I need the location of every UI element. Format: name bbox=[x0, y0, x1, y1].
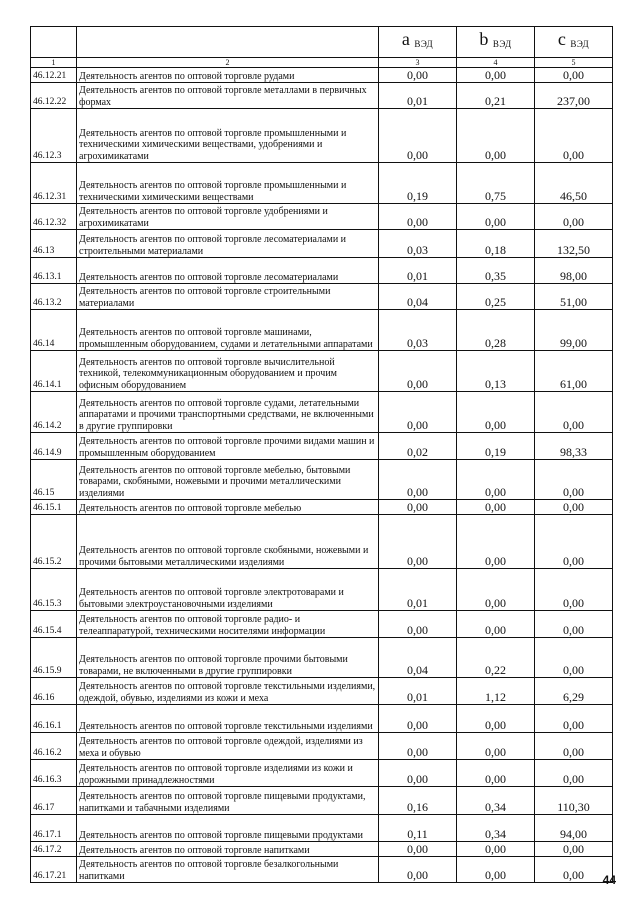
table-row bbox=[31, 230, 613, 258]
column-number: 1 bbox=[31, 58, 77, 68]
table-row bbox=[31, 83, 613, 109]
okved-code: 46.16.3 bbox=[31, 760, 77, 787]
okved-code: 46.15.4 bbox=[31, 611, 77, 638]
value-b: 0,00 bbox=[457, 842, 535, 857]
okved-code: 46.15.9 bbox=[31, 638, 77, 678]
value-b: 0,00 bbox=[457, 611, 535, 638]
value-c: 6,29 bbox=[535, 678, 613, 705]
activity-description: Деятельность агентов по оптовой торговле мебелью bbox=[77, 500, 379, 515]
value-c: 51,00 bbox=[535, 284, 613, 310]
value-c: 0,00 bbox=[535, 857, 613, 883]
value-a: 0,16 bbox=[379, 787, 457, 815]
table-row bbox=[31, 204, 613, 230]
value-a: 0,00 bbox=[379, 733, 457, 760]
value-c: 0,00 bbox=[535, 705, 613, 733]
activity-description: Деятельность агентов по оптовой торговле строительными материалами bbox=[77, 284, 379, 310]
value-a: 0,00 bbox=[379, 351, 457, 392]
activity-description: Деятельность агентов по оптовой торговле скобяными, ножевыми и прочими бытовыми металлическими изделиями bbox=[77, 515, 379, 569]
page-number: 44 bbox=[602, 873, 616, 887]
value-b: 0,00 bbox=[457, 68, 535, 83]
activity-description: Деятельность агентов по оптовой торговле промышленными и техническими химическими веществами bbox=[77, 163, 379, 204]
value-a: 0,00 bbox=[379, 842, 457, 857]
column-number: 5 bbox=[535, 58, 613, 68]
value-b: 0,35 bbox=[457, 258, 535, 284]
value-a: 0,03 bbox=[379, 230, 457, 258]
table-row bbox=[31, 433, 613, 460]
table-row bbox=[31, 351, 613, 392]
value-c: 61,00 bbox=[535, 351, 613, 392]
okved-code: 46.17 bbox=[31, 787, 77, 815]
value-c: 0,00 bbox=[535, 392, 613, 433]
okved-code: 46.13 bbox=[31, 230, 77, 258]
table-row bbox=[31, 392, 613, 433]
okved-code: 46.14.9 bbox=[31, 433, 77, 460]
okved-code: 46.14.1 bbox=[31, 351, 77, 392]
table-row bbox=[31, 284, 613, 310]
value-b: 0,34 bbox=[457, 815, 535, 842]
value-a: 0,01 bbox=[379, 678, 457, 705]
activity-description: Деятельность агентов по оптовой торговле текстильными изделиями bbox=[77, 705, 379, 733]
okved-code: 46.12.32 bbox=[31, 204, 77, 230]
value-b: 1,12 bbox=[457, 678, 535, 705]
activity-description: Деятельность агентов по оптовой торговле прочими бытовыми товарами, не включенными в другие группировки bbox=[77, 638, 379, 678]
table-row bbox=[31, 842, 613, 857]
value-a: 0,01 bbox=[379, 569, 457, 611]
value-b: 0,00 bbox=[457, 109, 535, 163]
value-c: 0,00 bbox=[535, 109, 613, 163]
value-c: 0,00 bbox=[535, 500, 613, 515]
table-row bbox=[31, 638, 613, 678]
okved-code: 46.14 bbox=[31, 310, 77, 351]
activity-description: Деятельность агентов по оптовой торговле пищевыми продуктами, напитками и табачными изделиями bbox=[77, 787, 379, 815]
value-a: 0,00 bbox=[379, 204, 457, 230]
data-table bbox=[30, 26, 613, 883]
value-a: 0,00 bbox=[379, 515, 457, 569]
value-b: 0,75 bbox=[457, 163, 535, 204]
activity-description: Деятельность агентов по оптовой торговле промышленными и техническими химическими веществами, удобрениями и агрохимикатами bbox=[77, 109, 379, 163]
table-row bbox=[31, 705, 613, 733]
value-b: 0,00 bbox=[457, 857, 535, 883]
value-b: 0,00 bbox=[457, 460, 535, 500]
table-row bbox=[31, 569, 613, 611]
activity-description: Деятельность агентов по оптовой торговле текстильными изделиями, одеждой, обувью, изделиями из кожи и меха bbox=[77, 678, 379, 705]
table-row bbox=[31, 760, 613, 787]
okved-code: 46.14.2 bbox=[31, 392, 77, 433]
activity-description: Деятельность агентов по оптовой торговле вычислительной техникой, телекоммуникационным оборудованием и прочим офисным оборудованием bbox=[77, 351, 379, 392]
activity-description: Деятельность агентов по оптовой торговле лесоматериалами и строительными материалами bbox=[77, 230, 379, 258]
okved-code: 46.17.21 bbox=[31, 857, 77, 883]
value-b: 0,00 bbox=[457, 515, 535, 569]
value-c: 0,00 bbox=[535, 460, 613, 500]
table-row bbox=[31, 678, 613, 705]
value-b: 0,00 bbox=[457, 705, 535, 733]
value-b: 0,28 bbox=[457, 310, 535, 351]
value-b: 0,00 bbox=[457, 500, 535, 515]
value-c: 0,00 bbox=[535, 204, 613, 230]
table-row bbox=[31, 857, 613, 883]
value-c: 98,00 bbox=[535, 258, 613, 284]
value-b: 0,22 bbox=[457, 638, 535, 678]
header-code-cell bbox=[31, 27, 77, 58]
activity-description: Деятельность агентов по оптовой торговле мебелью, бытовыми товарами, скобяными, ножевыми и прочими металлическими изделиями bbox=[77, 460, 379, 500]
okved-code: 46.15.2 bbox=[31, 515, 77, 569]
value-c: 0,00 bbox=[535, 515, 613, 569]
activity-description: Деятельность агентов по оптовой торговле одеждой, изделиями из меха и обувью bbox=[77, 733, 379, 760]
value-c: 0,00 bbox=[535, 842, 613, 857]
value-b: 0,00 bbox=[457, 392, 535, 433]
okved-code: 46.15.1 bbox=[31, 500, 77, 515]
activity-description: Деятельность агентов по оптовой торговле металлами в первичных формах bbox=[77, 83, 379, 109]
value-b: 0,18 bbox=[457, 230, 535, 258]
table-header-row bbox=[31, 27, 613, 58]
activity-description: Деятельность агентов по оптовой торговле изделиями из кожи и дорожными принадлежностями bbox=[77, 760, 379, 787]
value-b: 0,13 bbox=[457, 351, 535, 392]
value-c: 0,00 bbox=[535, 611, 613, 638]
value-a: 0,00 bbox=[379, 68, 457, 83]
okved-code: 46.15 bbox=[31, 460, 77, 500]
value-a: 0,19 bbox=[379, 163, 457, 204]
value-c: 98,33 bbox=[535, 433, 613, 460]
value-a: 0,00 bbox=[379, 392, 457, 433]
document-sheet bbox=[30, 26, 612, 883]
value-b: 0,21 bbox=[457, 83, 535, 109]
activity-description: Деятельность агентов по оптовой торговле судами, летательными аппаратами и прочими транспортными средствами, не включенными в другие группировки bbox=[77, 392, 379, 433]
table-row bbox=[31, 163, 613, 204]
table-row bbox=[31, 258, 613, 284]
header-col-a: a $_{ВЭД}$ bbox=[379, 27, 457, 58]
table-row bbox=[31, 310, 613, 351]
activity-description: Деятельность агентов по оптовой торговле электротоварами и бытовыми электроустановочными изделиями bbox=[77, 569, 379, 611]
activity-description: Деятельность агентов по оптовой торговле рудами bbox=[77, 68, 379, 83]
table-row bbox=[31, 733, 613, 760]
header-col-b: b $_{ВЭД}$ bbox=[457, 27, 535, 58]
okved-code: 46.17.1 bbox=[31, 815, 77, 842]
activity-description: Деятельность агентов по оптовой торговле прочими видами машин и промышленным оборудованием bbox=[77, 433, 379, 460]
value-c: 0,00 bbox=[535, 569, 613, 611]
okved-code: 46.17.2 bbox=[31, 842, 77, 857]
value-a: 0,00 bbox=[379, 705, 457, 733]
activity-description: Деятельность агентов по оптовой торговле напитками bbox=[77, 842, 379, 857]
activity-description: Деятельность агентов по оптовой торговле удобрениями и агрохимикатами bbox=[77, 204, 379, 230]
table-row bbox=[31, 815, 613, 842]
value-b: 0,34 bbox=[457, 787, 535, 815]
table-row bbox=[31, 500, 613, 515]
value-c: 0,00 bbox=[535, 638, 613, 678]
value-a: 0,01 bbox=[379, 83, 457, 109]
value-c: 94,00 bbox=[535, 815, 613, 842]
okved-code: 46.12.31 bbox=[31, 163, 77, 204]
value-a: 0,11 bbox=[379, 815, 457, 842]
value-a: 0,03 bbox=[379, 310, 457, 351]
activity-description: Деятельность агентов по оптовой торговле машинами, промышленным оборудованием, судами и летательными аппаратами bbox=[77, 310, 379, 351]
okved-code: 46.15.3 bbox=[31, 569, 77, 611]
value-a: 0,00 bbox=[379, 500, 457, 515]
okved-code: 46.16.2 bbox=[31, 733, 77, 760]
value-c: 132,50 bbox=[535, 230, 613, 258]
okved-code: 46.12.21 bbox=[31, 68, 77, 83]
activity-description: Деятельность агентов по оптовой торговле радио- и телеаппаратурой, техническими носителями информации bbox=[77, 611, 379, 638]
okved-code: 46.12.3 bbox=[31, 109, 77, 163]
value-a: 0,00 bbox=[379, 760, 457, 787]
activity-description: Деятельность агентов по оптовой торговле пищевыми продуктами bbox=[77, 815, 379, 842]
value-c: 237,00 bbox=[535, 83, 613, 109]
table-row bbox=[31, 611, 613, 638]
value-a: 0,00 bbox=[379, 857, 457, 883]
value-c: 0,00 bbox=[535, 733, 613, 760]
okved-code: 46.12.22 bbox=[31, 83, 77, 109]
value-c: 0,00 bbox=[535, 68, 613, 83]
value-a: 0,01 bbox=[379, 258, 457, 284]
value-c: 110,30 bbox=[535, 787, 613, 815]
okved-code: 46.13.2 bbox=[31, 284, 77, 310]
table-row bbox=[31, 460, 613, 500]
value-a: 0,00 bbox=[379, 460, 457, 500]
value-b: 0,00 bbox=[457, 204, 535, 230]
value-a: 0,00 bbox=[379, 611, 457, 638]
value-a: 0,00 bbox=[379, 109, 457, 163]
okved-code: 46.16.1 bbox=[31, 705, 77, 733]
value-c: 99,00 bbox=[535, 310, 613, 351]
table-row bbox=[31, 515, 613, 569]
value-c: 0,00 bbox=[535, 760, 613, 787]
value-b: 0,19 bbox=[457, 433, 535, 460]
activity-description: Деятельность агентов по оптовой торговле лесоматериалами bbox=[77, 258, 379, 284]
value-b: 0,00 bbox=[457, 733, 535, 760]
value-a: 0,04 bbox=[379, 638, 457, 678]
table-row bbox=[31, 109, 613, 163]
value-b: 0,00 bbox=[457, 569, 535, 611]
column-number-row bbox=[31, 58, 613, 68]
value-b: 0,00 bbox=[457, 760, 535, 787]
header-col-c: c $_{ВЭД}$ bbox=[535, 27, 613, 58]
table-row bbox=[31, 787, 613, 815]
okved-code: 46.16 bbox=[31, 678, 77, 705]
value-a: 0,02 bbox=[379, 433, 457, 460]
value-c: 46,50 bbox=[535, 163, 613, 204]
column-number: 4 bbox=[457, 58, 535, 68]
activity-description: Деятельность агентов по оптовой торговле безалкогольными напитками bbox=[77, 857, 379, 883]
header-desc-cell bbox=[77, 27, 379, 58]
column-number: 3 bbox=[379, 58, 457, 68]
table-row bbox=[31, 68, 613, 83]
column-number: 2 bbox=[77, 58, 379, 68]
table-body bbox=[31, 68, 613, 883]
value-b: 0,25 bbox=[457, 284, 535, 310]
value-a: 0,04 bbox=[379, 284, 457, 310]
okved-code: 46.13.1 bbox=[31, 258, 77, 284]
